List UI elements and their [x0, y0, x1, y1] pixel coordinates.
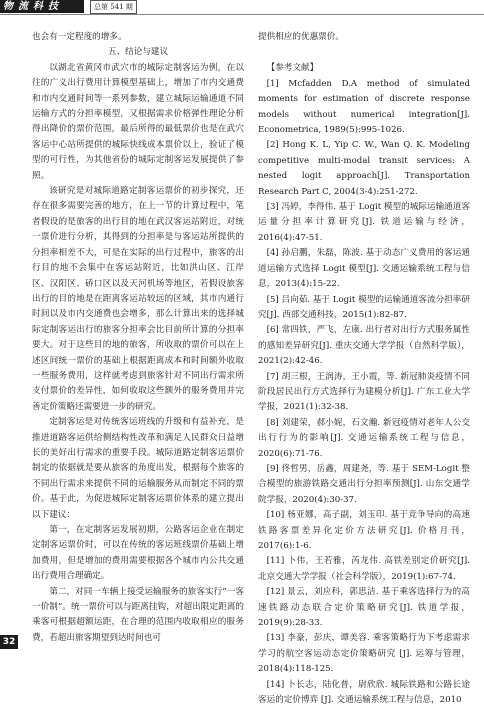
- reference-item: [12] 景云，刘应科，郭思洁. 基于乘客选择行为的高速铁路动态联合定价策略研究[J]. 铁道学报，2019(9):28-33.: [258, 587, 470, 629]
- reference-item: [9] 佟哲男，岳鑫，周建尧，等. 基于 SEM-Logit 整合模型的旅游铁路交通出行分担率预测[J]. 山东交通学院学报，2020(4):30-37.: [258, 463, 470, 505]
- body-paragraph: 定制客运是对传统客运班线的升级和有益补充，是推进道路客运供给侧结构性改革和满足人民群众日益增长的美好出行需求的重要手段。城际道路定制客运票价制定的依据就是要从旅客的角度出发，根据每个旅客的不同出行需求来提供不同的运输服务从而制定不同的票价。基于此，为促进城际定制客运票价体系的建立提出以下建议：: [32, 417, 244, 520]
- body-paragraph: 以湖北省黄冈市武穴市的城际定制客运为例，在以往的广义出行费用计算模型基础上，增加了市内交通费和市内交通时间等一系列参数，建立城际运输通道不同运输方式的分担率模型，又根据需求价格弹性理论分析得出降价的票价范围，最后所得的最低票价也是在武穴客运中心站所提供的城际快线成本票价以上，验证了模型的可行性，为其他省份的城际定制客运发展提供了参照。: [32, 62, 244, 181]
- section-title: 五、结论与建议: [107, 47, 169, 58]
- journal-title: 物流科技: [3, 1, 63, 12]
- issue-label: 总第 541 期: [90, 0, 137, 14]
- journal-banner: [0, 0, 84, 13]
- right-column: [258, 30, 470, 708]
- references-title: 【参考文献】: [266, 63, 319, 74]
- page-header: [0, 0, 484, 20]
- reference-item: [14] 卜长志，陆化普，尉欣欣. 城际铁路和公路长途客运的定价博弈 [J]. 交通运输系统工程与信息，2010: [258, 679, 470, 706]
- reference-item: [10] 杨亚娜，高子副，刘玉印. 基于竞争导向的高速铁路客票差异化定价方法研究[J]. 价格月刊，2017(6):1-6.: [258, 510, 470, 551]
- continued-text: 提供相应的优惠票价。: [258, 32, 344, 42]
- reference-item: [3] 冯婷，李得伟. 基于 Logit 模型的城际运输通道客运量分担率计算研究[J]. 铁道运输与经济，2016(4):47-51.: [258, 202, 470, 243]
- left-column: [32, 30, 244, 646]
- reference-item: [11] 卜伟，王若雅，芮龙伟. 高铁差别定价研究[J]. 北京交通大学学报（社会科学版），2019(1):67-74.: [258, 556, 470, 582]
- body-paragraph: 第二，对同一车辆上接受运输服务的旅客实行“一客一价制”。统一票价可以与距离挂钩，对超出限定距离的乘客可根据超额运距，在合理的范围内收取相应的服务费，若超出旅客期望到达时间也可: [32, 586, 244, 643]
- body-paragraph: 该研究是对城际道路定制客运票价的初步探究，还存在很多需要完善的地方，在上一节的计算过程中，笔者假设的是旅客的出行目的地在武汉客运站附近，对统一票价进行分析，其得到的分担率是与客运站所提供的分担率相差不大，可是在实际的出行过程中，旅客的出行目的地不会集中在客运站附近，比如洪山区、江岸区、汉阳区、硚口区以及天河机场等地区，若假设旅客出行的目的地是在距离客运站较远的区域，其市内通行时间以及市内交通费也会增多，那么计算出来的选择城际定制客运出行的旅客分担率会比目前所计算的分担率要大。对于这些目的地的旅客，所收取的票价可以在上述区间统一票价的基础上根据距离成本和时间额外收取一些服务费用，这样就考虑到旅客针对不同出行需求所支付票价的差异性，如何收取这些额外的服务费用并完善定价策略还需要进一步的研究。: [32, 186, 244, 412]
- continued-text: 也会有一定程度的增多。: [32, 32, 127, 42]
- reference-item: [7] 胡三根，王润涛，王小霞，等. 新冠肺炎疫情不同阶段居民出行方式选择行为建模分析[J]. 广东工业大学学报，2021(1):32-38.: [258, 371, 470, 413]
- body-paragraph: 第一，在定制客运发展初期，公路客运企业在制定定制客运票价时，可以在传统的客运班线票价基础上增加费用，但是增加的费用需要根据各个城市内公共交通出行费用合理确定。: [32, 525, 244, 582]
- reference-item: [1] Mcfadden D.A method of simulated moments for estimation of discrete response models without numerical integration[J]. Econometrica, 1989(5):995-1026.: [258, 78, 470, 136]
- reference-item: [13] 李豪，彭庆，谭美容. 乘客策略行为下考虑需求学习的航空客运动态定价策略研究 [J]. 运筹与管理，2018(4):118-125.: [258, 633, 470, 675]
- reference-item: [6] 常四铁，严飞，左康. 出行者对出行方式服务属性的感知差异研究[J]. 重庆交通大学学报（自然科学版），2021(2):42-46.: [258, 325, 470, 367]
- header-divider: [0, 14, 484, 15]
- reference-item: [2] Hong K. L, Yip C. W., Wan Q. K. Modeling competitive multi-modal transit services: A nested logit approach[J]. Transportation Research Part C, 2004(3-4):251-272.: [258, 140, 470, 197]
- reference-item: [4] 孙启鹏，朱磊，陈波. 基于动态广义费用的客运通道运输方式选择 Logit 模型[J]. 交通运输系统工程与信息，2013(4):15-22.: [258, 248, 470, 290]
- reference-item: [5] 吕向茹. 基于 Logit 模型的运输通道客流分担率研究[J]. 西部交通科技，2015(1):82-87.: [258, 294, 470, 320]
- reference-item: [8] 刘建荣，郝小妮，石文瀚. 新冠疫情对老年人公交出行行为的影响[J]. 交通运输系统工程与信息，2020(6):71-76.: [258, 417, 470, 459]
- page-number: 32: [0, 635, 18, 649]
